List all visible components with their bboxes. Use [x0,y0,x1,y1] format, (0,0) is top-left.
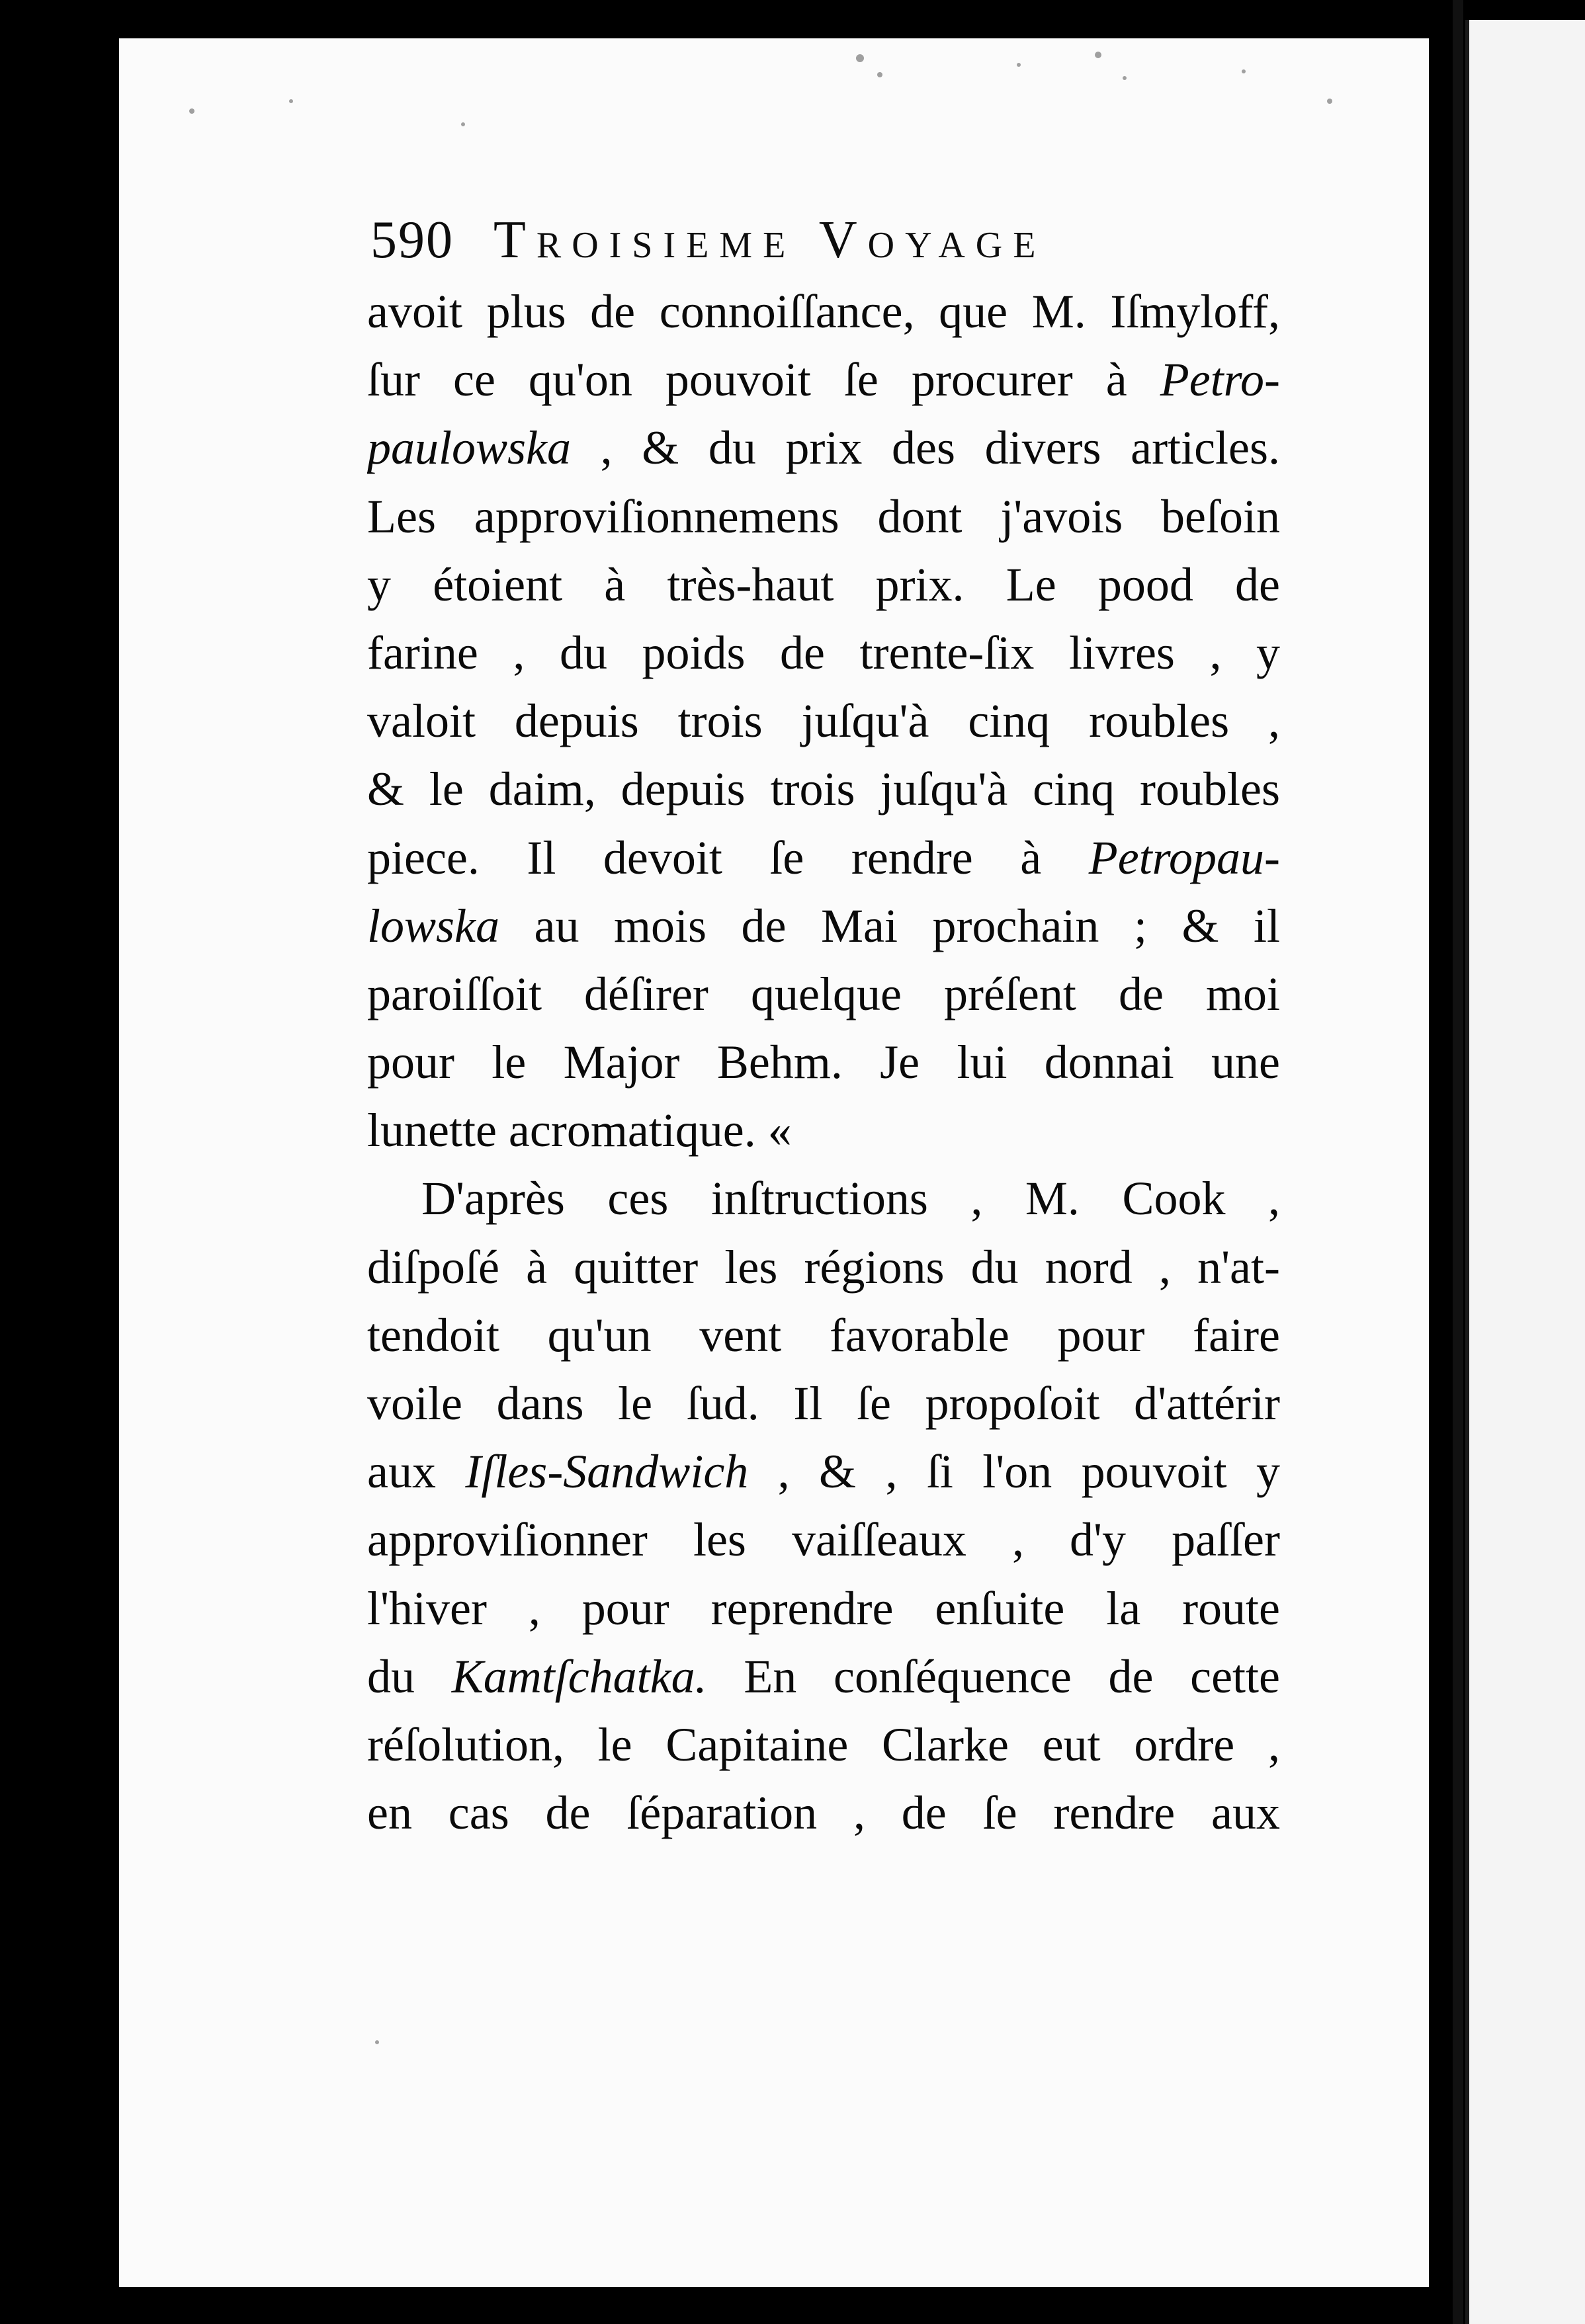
text-run: & le daim, depuis trois juſqu'à cinq roubles [367,763,1280,816]
italic-text: Kamtſchatka. [451,1649,707,1703]
text-line [367,278,1280,346]
text-line [367,1370,1280,1438]
text-line [367,1165,1280,1233]
text-line [367,1028,1280,1097]
text-run: ſur ce qu'on pouvoit ſe procurer à [367,353,1160,407]
text-line [367,892,1280,960]
text-run: D'après ces inſtructions , M. Cook , [421,1172,1280,1225]
text-run: en cas de ſéparation , de ſe rendre aux [367,1786,1280,1840]
text-line [367,619,1280,687]
text-run: avoit plus de connoiſſance, que M. Iſmyloff, [367,285,1280,338]
text-run: du [367,1649,452,1703]
text-line [367,1643,1280,1711]
italic-text: Petropau- [1088,831,1280,884]
text-run: l'hiver , pour reprendre enſuite la route [367,1581,1280,1635]
body-text [367,278,1280,1847]
text-line [367,824,1280,892]
text-run: au mois de Mai prochain ; & il [499,899,1280,952]
text-run: farine , du poids de trente-ſix livres , y [367,626,1280,679]
text-run: , & du prix des divers articles. [571,421,1280,475]
italic-text: paulowska [367,421,572,475]
text-run: valoit depuis trois juſqu'à cinq roubles , [367,694,1280,748]
text-run: Les approviſionnemens dont j'avois beſoin [367,489,1280,543]
page-number: 590 [370,211,454,269]
text-run: lunette acromatique. « [367,1104,792,1157]
text-line [367,551,1280,619]
text-line [367,414,1280,482]
text-line [367,960,1280,1028]
text-line [367,346,1280,414]
text-line [367,1233,1280,1302]
text-run: tendoit qu'un vent favorable pour faire [367,1308,1280,1362]
text-line [367,483,1280,551]
gutter-shadow [1453,0,1463,2324]
text-run: réſolution, le Capitaine Clarke eut ordre , [367,1718,1280,1771]
text-line [367,1097,1280,1165]
text-line [367,1779,1280,1847]
italic-text: Petro- [1160,353,1280,407]
text-line [367,1575,1280,1643]
text-run: aux [367,1445,466,1499]
text-line [367,755,1280,823]
text-run: En conſéquence de cette [707,1649,1280,1703]
italic-text: Iſles-Sandwich [465,1445,749,1499]
text-run: piece. Il devoit ſe rendre à [367,831,1089,884]
text-line [367,1506,1280,1574]
text-run: diſpoſé à quitter les régions du nord , n'at- [367,1240,1280,1294]
text-run: pour le Major Behm. Je lui donnai une [367,1036,1280,1089]
text-run: approviſionner les vaiſſeaux , d'y paſſer [367,1513,1280,1567]
page-header [370,210,1164,283]
text-run: paroiſſoit déſirer quelque préſent de moi [367,967,1280,1020]
running-title: Troisieme Voyage [493,211,1047,269]
text-run: , & , ſi l'on pouvoit y [748,1445,1280,1499]
facing-page-edge [1465,20,1585,2324]
text-line [367,1438,1280,1506]
text-run: y étoient à très-haut prix. Le pood de [367,558,1280,611]
text-line [367,1711,1280,1779]
text-line [367,1302,1280,1370]
text-run: voile dans le ſud. Il ſe propoſoit d'attérir [367,1377,1280,1430]
text-line [367,687,1280,755]
italic-text: lowska [367,899,500,952]
